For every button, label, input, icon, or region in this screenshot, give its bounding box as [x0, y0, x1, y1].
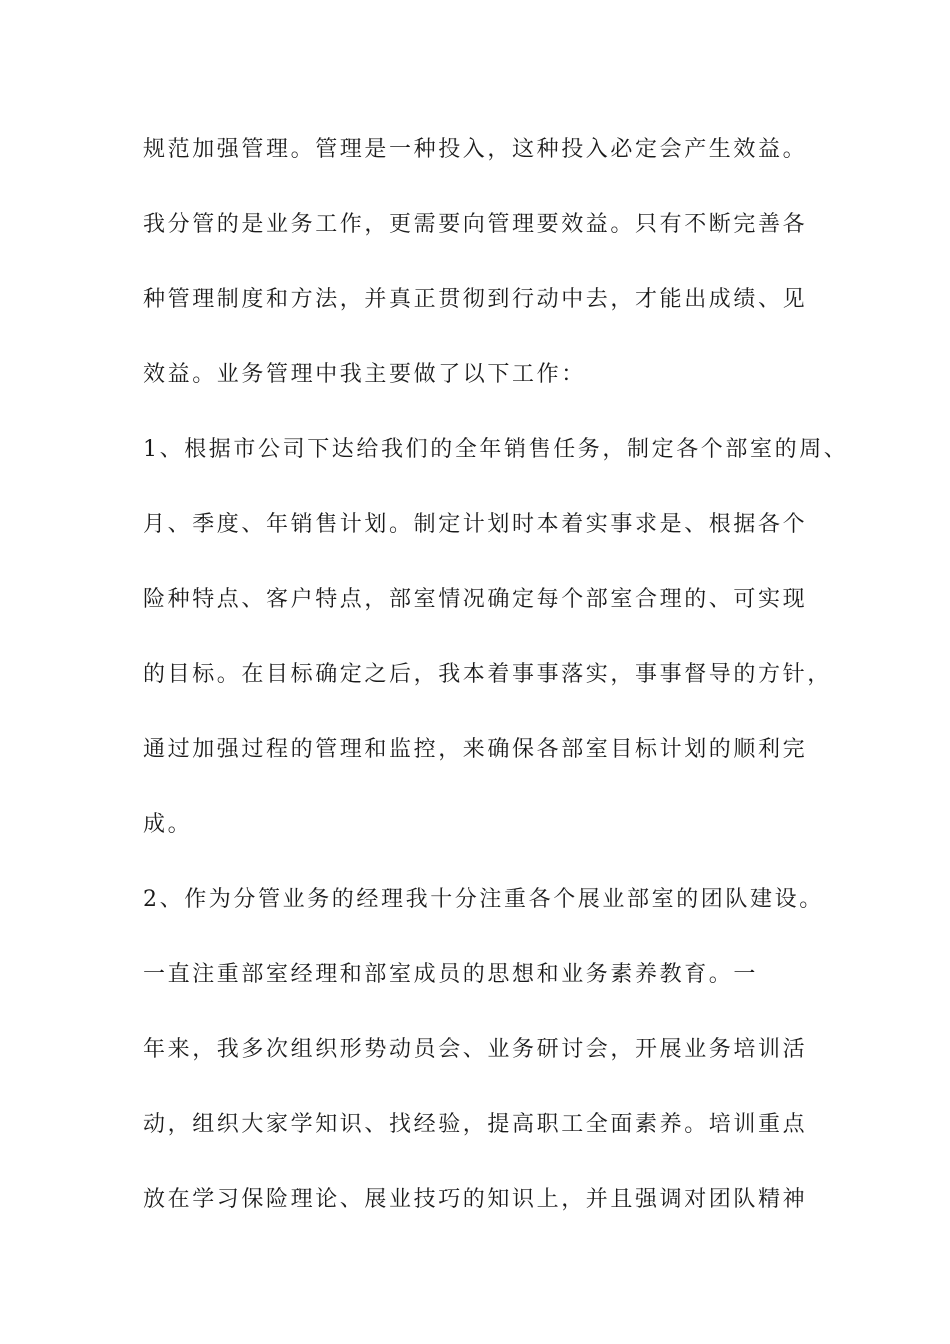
text-line: 效益。业务管理中我主要做了以下工作： [143, 362, 586, 387]
text-line: 险种特点、客户特点，部室情况确定每个部室合理的、可实现 [143, 587, 808, 612]
text-line: 通过加强过程的管理和监控，来确保各部室目标计划的顺利完 [143, 737, 808, 762]
text-line: 我分管的是业务工作，更需要向管理要效益。只有不断完善各 [143, 212, 808, 237]
text-line: 规范加强管理。管理是一种投入，这种投入必定会产生效益。 [143, 137, 808, 162]
text-line: 2、作为分管业务的经理我十分注重各个展业部室的团队建设。 [143, 887, 824, 912]
text-line: 成。 [143, 812, 193, 837]
text-line: 放在学习保险理论、展业技巧的知识上，并且强调对团队精神 [143, 1187, 808, 1212]
text-line: 的目标。在目标确定之后，我本着事事落实，事事督导的方针， [143, 662, 832, 687]
text-line: 年来，我多次组织形势动员会、业务研讨会，开展业务培训活 [143, 1037, 808, 1062]
text-line: 动，组织大家学知识、找经验，提高职工全面素养。培训重点 [143, 1112, 808, 1137]
text-line: 1、根据市公司下达给我们的全年销售任务，制定各个部室的周、 [143, 437, 849, 462]
text-line: 种管理制度和方法，并真正贯彻到行动中去，才能出成绩、见 [143, 287, 808, 312]
text-line: 月、季度、年销售计划。制定计划时本着实事求是、根据各个 [143, 512, 808, 537]
text-line: 一直注重部室经理和部室成员的思想和业务素养教育。一 [143, 962, 759, 987]
